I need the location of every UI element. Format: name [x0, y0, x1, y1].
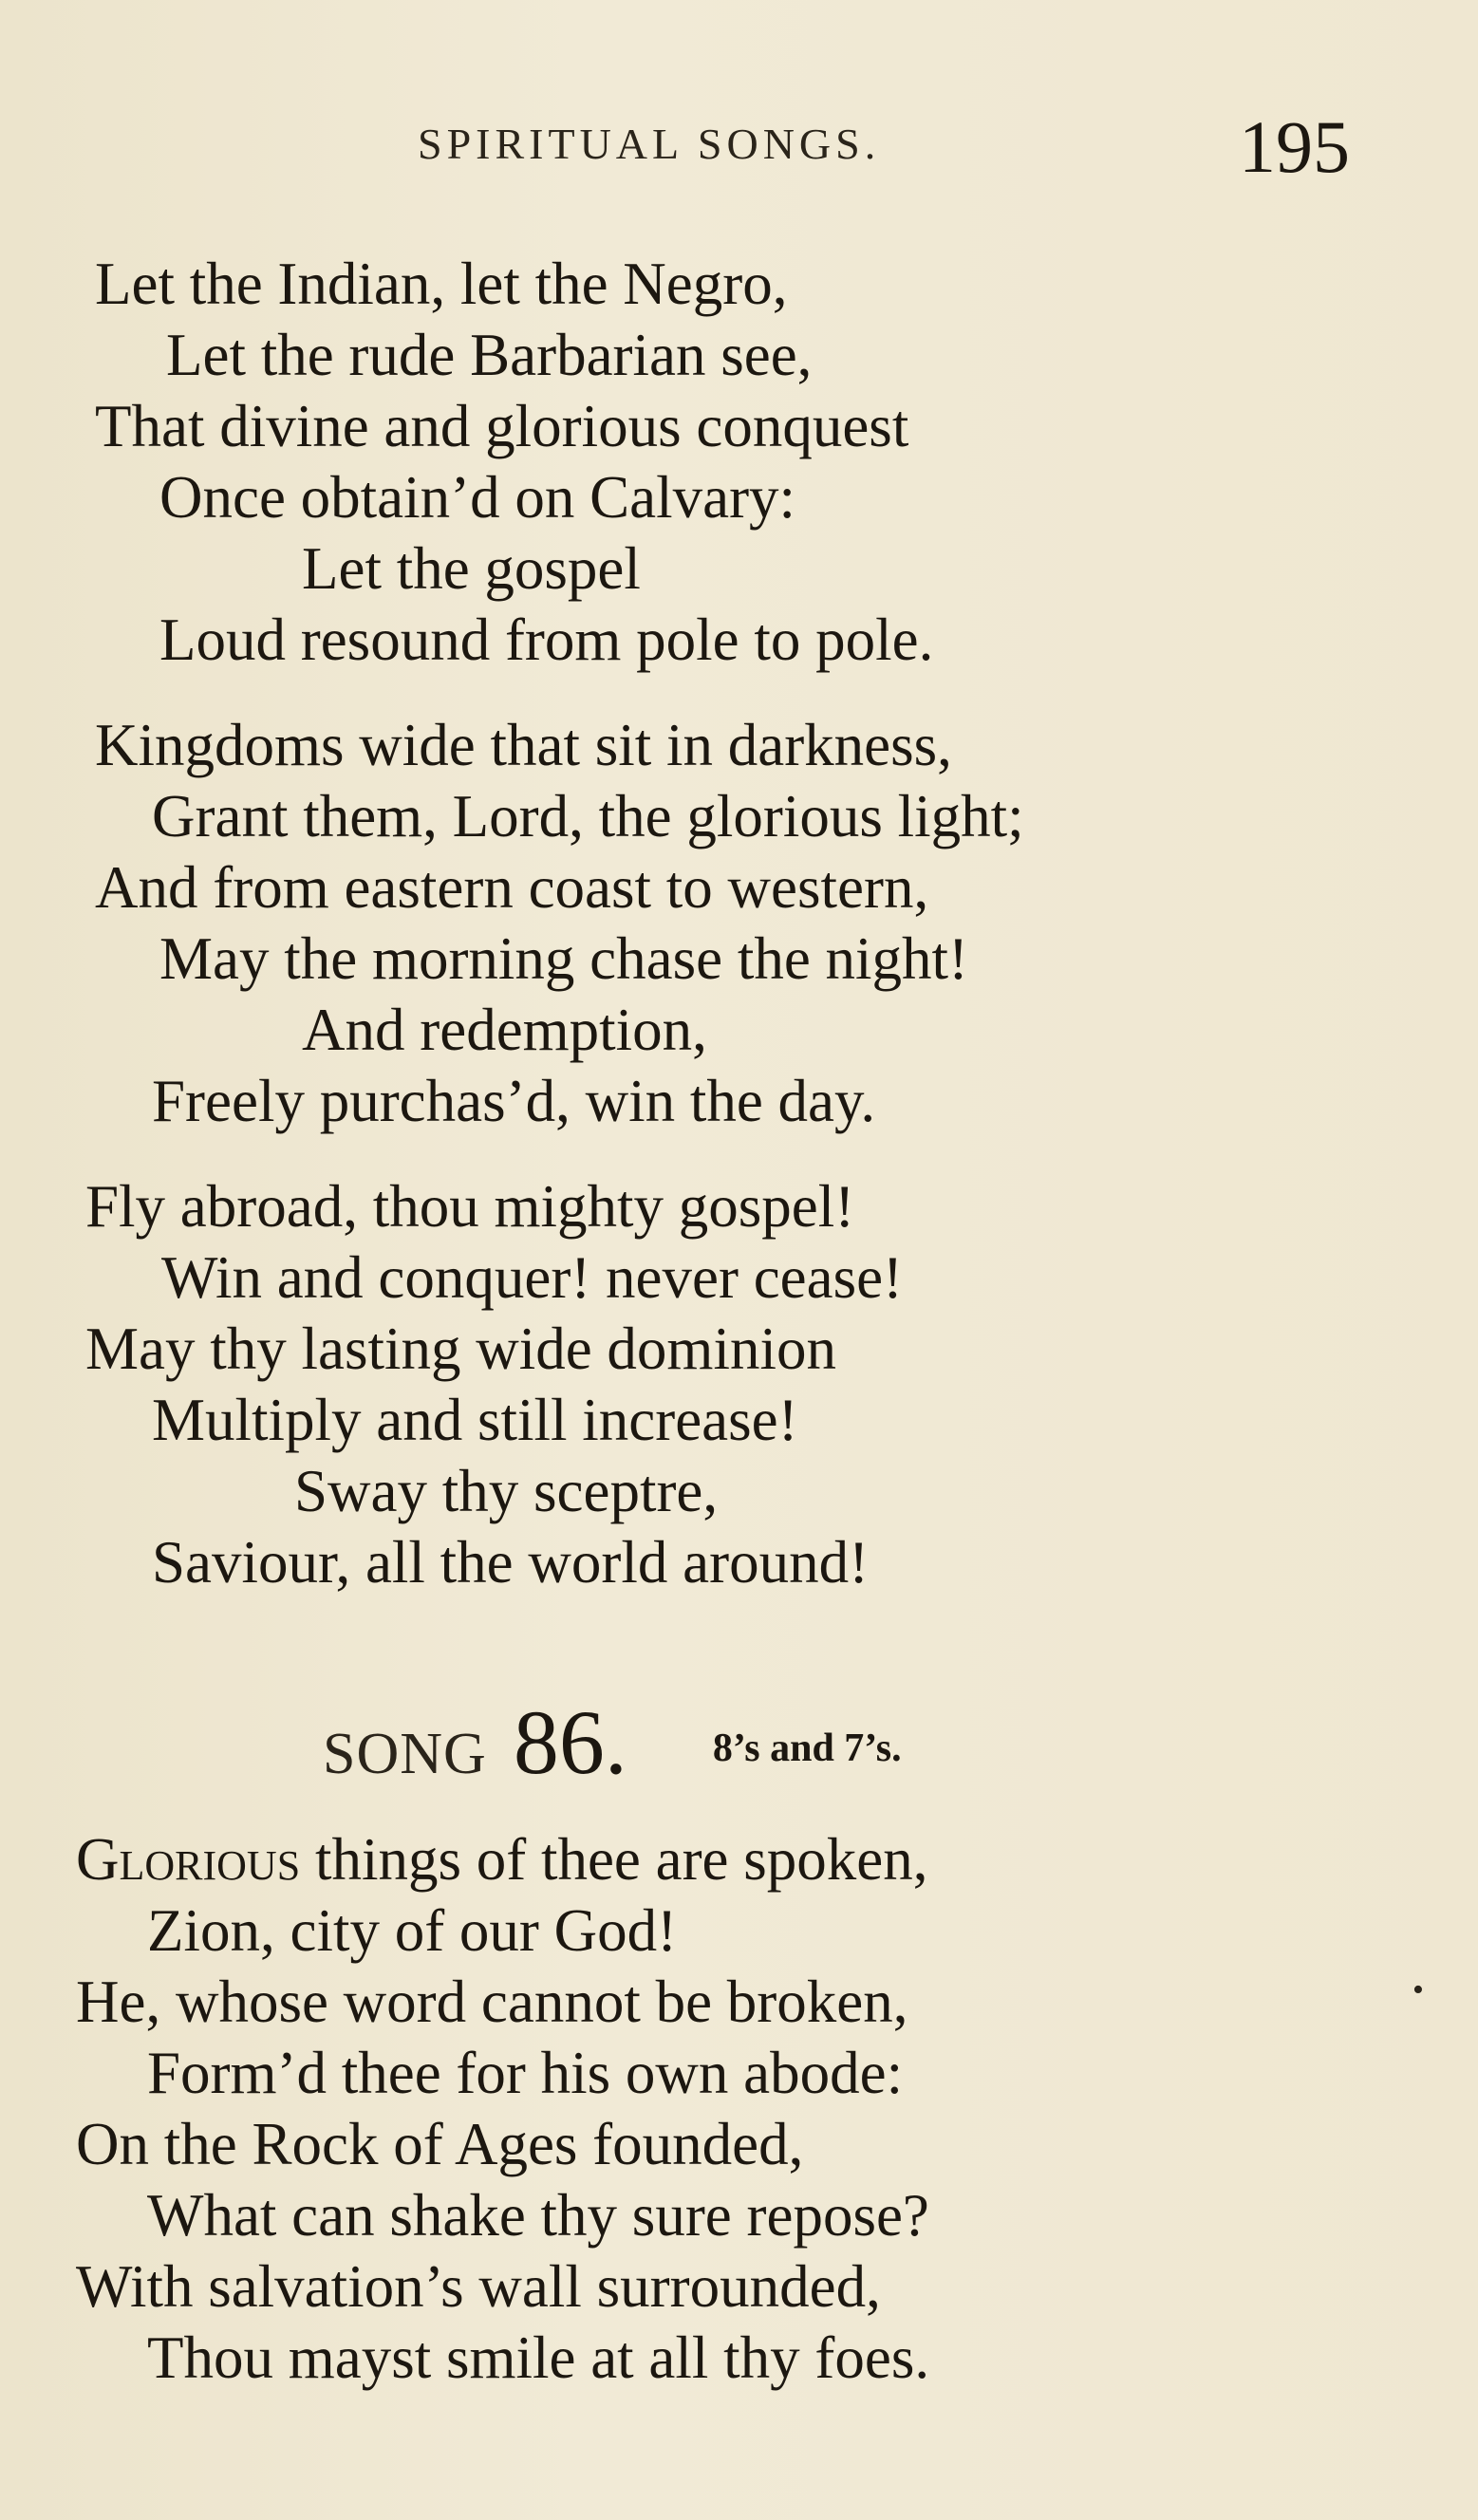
verse-line: He, whose word cannot be broken, [76, 1969, 908, 2035]
verse-line: Multiply and still increase! [152, 1387, 798, 1453]
verse-line: Let the Indian, let the Negro, [95, 251, 788, 317]
verse-line: Once obtain’d on Calvary: [159, 464, 796, 531]
verse-line: Kingdoms wide that sit in darkness, [95, 712, 952, 778]
verse-line: May the morning chase the night! [159, 925, 969, 992]
verse-line: Win and conquer! never cease! [161, 1244, 904, 1311]
verse-line: Fly abroad, thou mighty gospel! [85, 1173, 855, 1240]
verse-line: Zion, city of our God! [147, 1897, 678, 1964]
verse-line: Grant them, Lord, the glorious light; [152, 783, 1024, 849]
running-head: SPIRITUAL SONGS. [418, 120, 881, 168]
verse-line: That divine and glorious conquest [95, 393, 909, 459]
verse-line: Saviour, all the world around! [152, 1529, 870, 1596]
verse-line: Freely purchas’d, win the day. [152, 1068, 876, 1134]
small-caps-word: lorious [119, 1826, 301, 1893]
verse-line: And redemption, [302, 997, 707, 1063]
verse-line: And from eastern coast to western, [95, 854, 929, 921]
verse-line: Thou mayst smile at all thy foes. [147, 2324, 930, 2391]
verse-line: Let the rude Barbarian see, [166, 322, 813, 388]
page-number: 195 [1239, 105, 1350, 188]
verse-line: With salvation’s wall surrounded, [76, 2253, 881, 2320]
verse-line: Let the gospel [302, 535, 641, 602]
song-meter: 8’s and 7’s. [712, 1727, 902, 1771]
drop-initial: G [76, 1826, 120, 1893]
song-number: 86. [513, 1691, 627, 1793]
song-heading [323, 1689, 902, 1795]
verse-line: On the Rock of Ages founded, [76, 2111, 804, 2177]
verse-line: May thy lasting wide dominion [85, 1316, 836, 1382]
verse-line: Sway thy sceptre, [294, 1458, 719, 1524]
first-line-rest: things of thee are spoken, [300, 1826, 928, 1893]
verse-line: What can shake thy sure repose? [147, 2182, 929, 2249]
verse-line: Form’d thee for his own abode: [147, 2040, 904, 2106]
song-label: SONG [323, 1722, 487, 1786]
verse-line: Loud resound from pole to pole. [159, 607, 934, 673]
stray-mark: • [1413, 1972, 1424, 2007]
verse-line-first [76, 1824, 928, 1895]
